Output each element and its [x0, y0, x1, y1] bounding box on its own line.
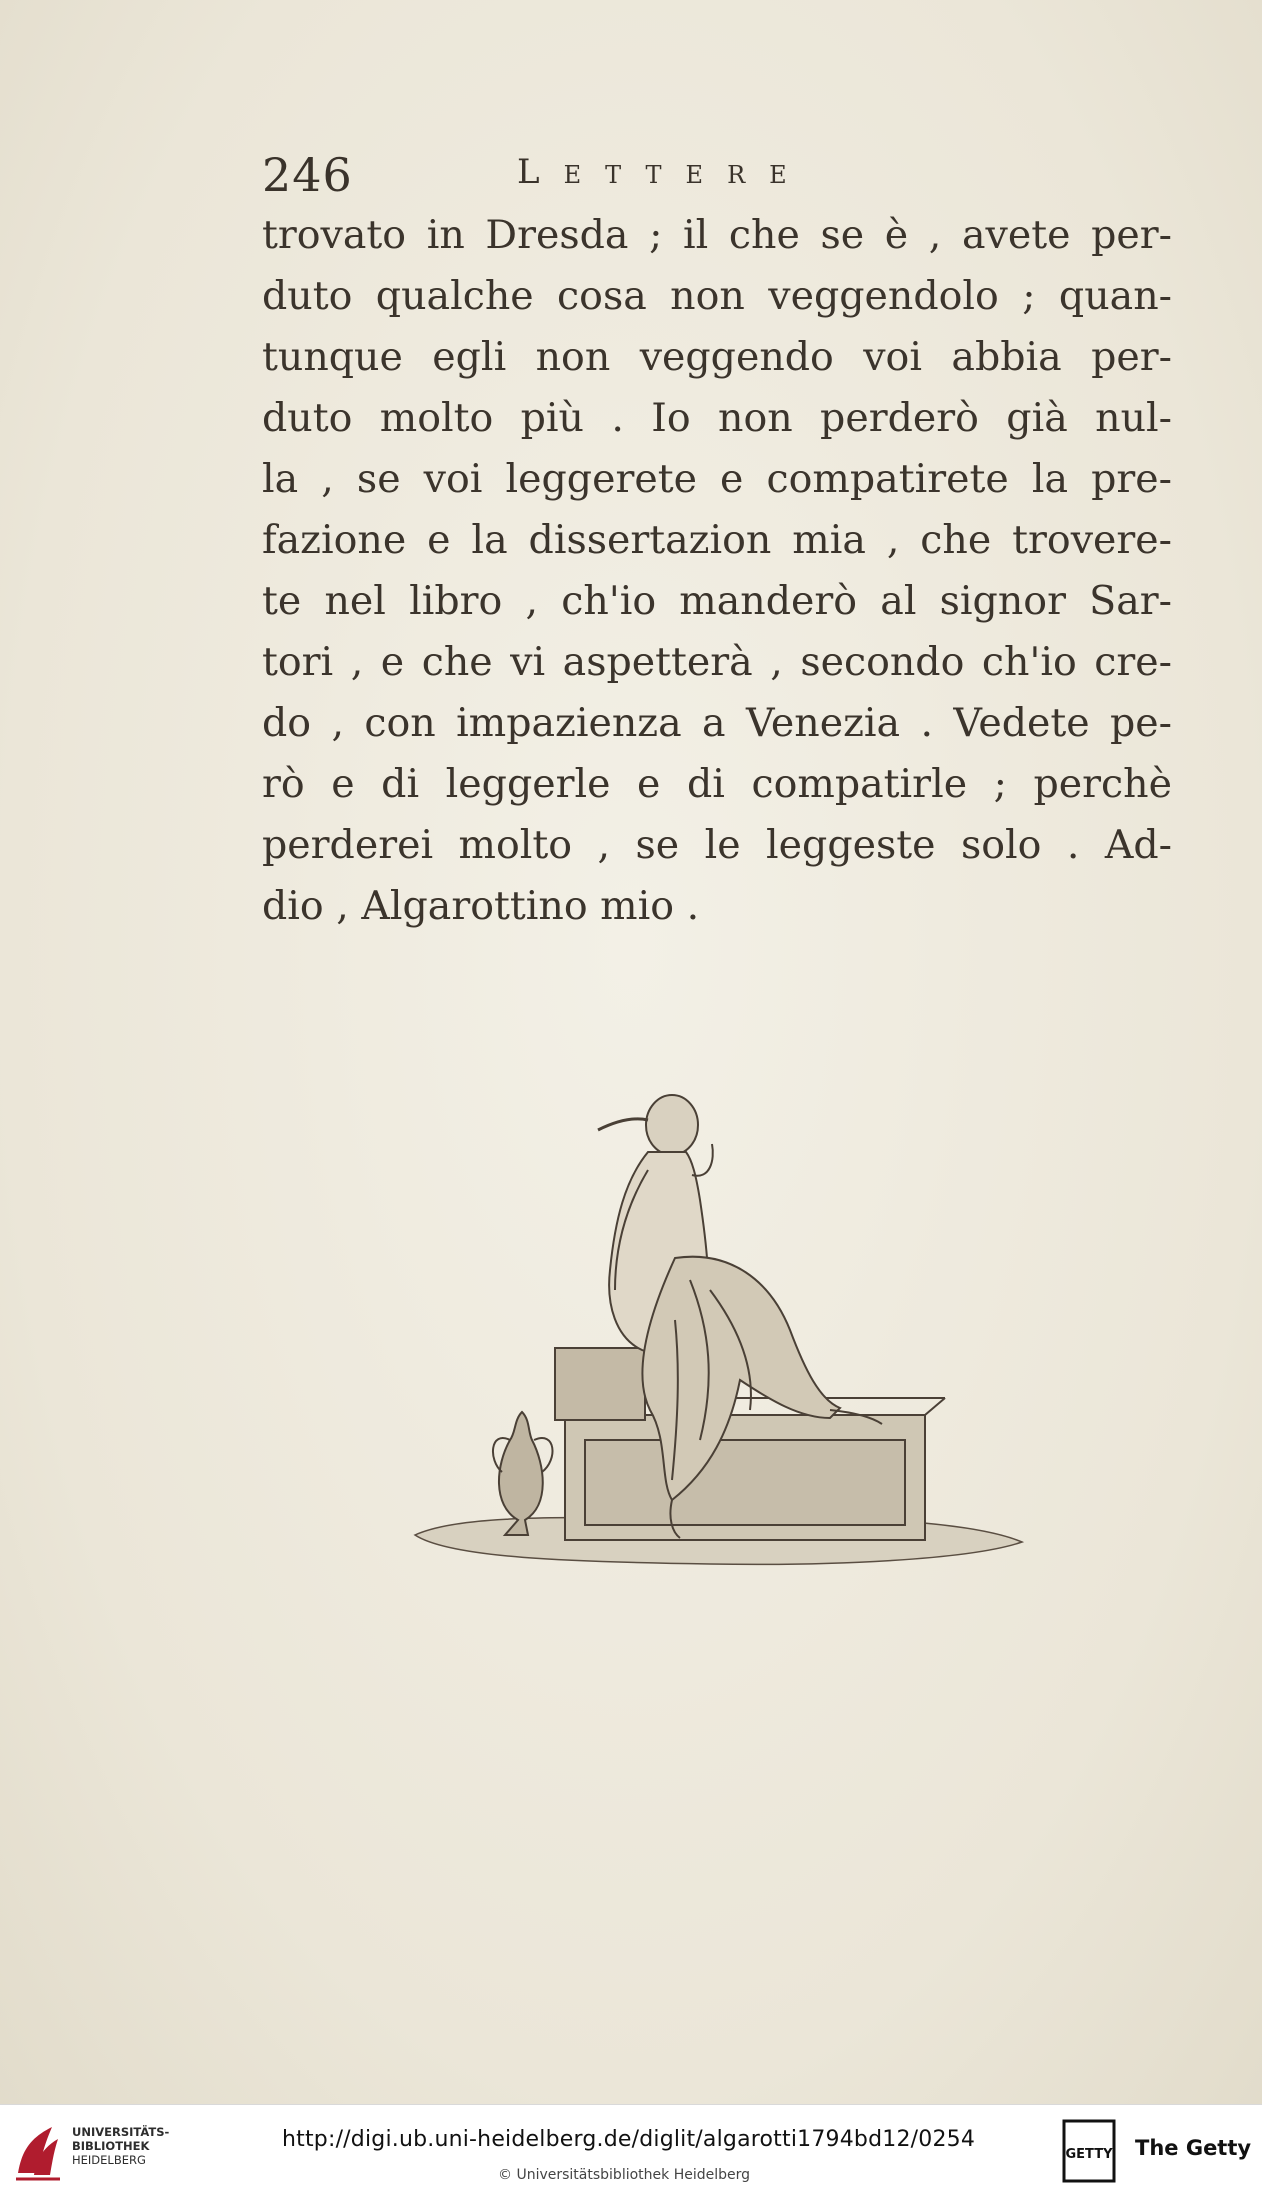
library-name: UNIVERSITÄTS- BIBLIOTHEK HEIDELBERG	[72, 2125, 170, 2167]
text-line: fazione e la dissertazion mia , che trovere-	[262, 517, 1172, 563]
footer-bar	[0, 2104, 1262, 2197]
text-line: dio , Algarottino mio .	[262, 883, 700, 929]
text-line: la , se voi leggerete e compatirete la pre-	[262, 456, 1172, 502]
digital-copy-url-link[interactable]: http://digi.ub.uni-heidelberg.de/diglit/algarotti1794bd12/0254	[282, 2127, 976, 2152]
classical-seated-figure-engraving-icon	[410, 1080, 1030, 1600]
text-line: do , con impazienza a Venezia . Vedete pe-	[262, 700, 1172, 746]
partner-name: The Getty	[1135, 2136, 1252, 2160]
body-text	[262, 205, 1172, 937]
text-line: rò e di leggerle e di compatirle ; perchè	[262, 761, 1172, 807]
getty-logo-icon	[1062, 2119, 1116, 2183]
text-line: duto molto più . Io non perderò già nul-	[262, 395, 1172, 441]
text-line: tunque egli non veggendo voi abbia per-	[262, 334, 1172, 380]
page-number: 246	[262, 148, 353, 202]
page-header	[262, 148, 1182, 202]
text-line: tori , e che vi aspetterà , secondo ch'io cre-	[262, 639, 1172, 685]
text-line: trovato in Dresda ; il che se è , avete per-	[262, 212, 1172, 258]
svg-text:GETTY: GETTY	[1065, 2147, 1113, 2162]
running-title: Lettere	[517, 152, 811, 192]
university-library-logo-icon	[12, 2119, 64, 2183]
copyright-notice: © Universitätsbibliothek Heidelberg	[498, 2167, 751, 2183]
text-line: duto qualche cosa non veggendolo ; quan-	[262, 273, 1172, 319]
text-line: perderei molto , se le leggeste solo . Ad-	[262, 822, 1172, 868]
text-line: te nel libro , ch'io manderò al signor Sar-	[262, 578, 1172, 624]
